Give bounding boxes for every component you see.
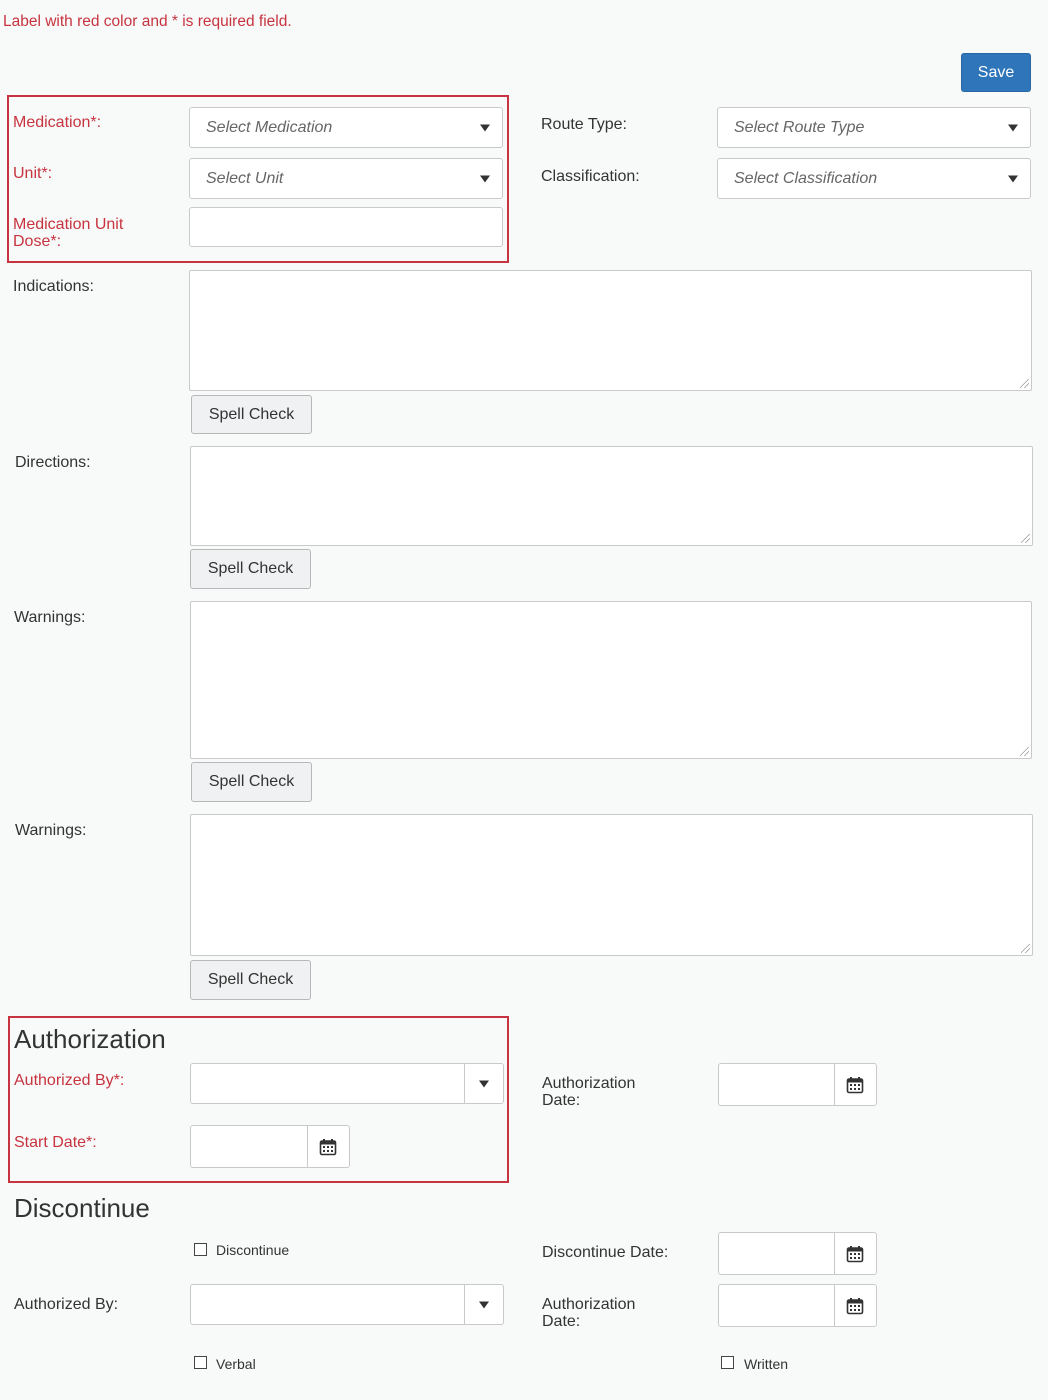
resize-handle-icon[interactable] [1021, 944, 1030, 953]
date-separator [834, 1064, 835, 1105]
discontinue-heading: Discontinue [14, 1193, 150, 1223]
calendar-icon[interactable] [846, 1297, 864, 1315]
save-button[interactable]: Save [961, 53, 1031, 92]
verbal-checkbox[interactable] [194, 1356, 207, 1369]
authorization-heading: Authorization [14, 1024, 166, 1054]
discontinue-authorization-date-line2: Date: [542, 1313, 581, 1330]
authorization-date-line1: Authorization [542, 1075, 636, 1092]
chevron-down-icon [480, 124, 490, 131]
resize-handle-icon[interactable] [1020, 747, 1029, 756]
unit-placeholder: Select Unit [206, 169, 284, 187]
discontinue-checkbox[interactable] [194, 1243, 207, 1256]
dose-label-line1: Medication Unit [13, 216, 124, 233]
date-separator [834, 1233, 835, 1274]
combo-separator [464, 1064, 465, 1103]
spell-check-button[interactable]: Spell Check [191, 395, 312, 434]
discontinue-checkbox-label: Discontinue [216, 1242, 290, 1258]
warnings-label: Warnings: [14, 609, 86, 626]
discontinue-authorized-by-label: Authorized By: [14, 1296, 119, 1313]
verbal-checkbox-label: Verbal [216, 1356, 256, 1372]
classification-select[interactable] [717, 158, 1031, 199]
date-separator [834, 1285, 835, 1326]
resize-handle-icon[interactable] [1021, 534, 1030, 543]
discontinue-date-picker[interactable] [718, 1232, 877, 1275]
start-date-label: Start Date*: [14, 1134, 97, 1151]
calendar-icon[interactable] [319, 1138, 337, 1156]
discontinue-authorization-date-picker[interactable] [718, 1284, 877, 1327]
unit-select[interactable] [189, 158, 503, 199]
spell-check-button[interactable]: Spell Check [190, 960, 311, 1000]
required-note: Label with red color and * is required field. [3, 13, 292, 30]
written-checkbox-label: Written [744, 1356, 789, 1372]
authorization-date-line2: Date: [542, 1092, 581, 1109]
dose-label [13, 216, 123, 250]
medication-placeholder: Select Medication [206, 118, 333, 136]
chevron-down-icon [1008, 175, 1018, 182]
medication-select[interactable] [189, 107, 503, 148]
route-label: Route Type: [541, 116, 627, 133]
date-separator [307, 1126, 308, 1167]
unit-label: Unit*: [13, 165, 53, 182]
resize-handle-icon[interactable] [1020, 379, 1029, 388]
authorization-date-label [542, 1075, 635, 1109]
route-type-select[interactable] [717, 107, 1031, 148]
spell-check-button[interactable]: Spell Check [190, 549, 311, 589]
classification-label: Classification: [541, 168, 640, 185]
dose-label-line2: Dose*: [13, 233, 62, 250]
combo-separator [464, 1285, 465, 1324]
warnings-label: Warnings: [15, 822, 87, 839]
discontinue-authorization-date-line1: Authorization [542, 1296, 636, 1313]
chevron-down-icon[interactable] [479, 1080, 489, 1087]
authorized-by-label: Authorized By*: [14, 1072, 125, 1089]
authorized-by-combobox[interactable] [190, 1063, 504, 1104]
classification-placeholder: Select Classification [734, 169, 878, 187]
chevron-down-icon [1008, 124, 1018, 131]
medication-label: Medication*: [13, 114, 102, 131]
spell-check-button[interactable]: Spell Check [191, 762, 312, 802]
directions-label: Directions: [15, 454, 91, 471]
indications-textarea[interactable] [189, 270, 1032, 391]
discontinue-authorized-by-combobox[interactable] [190, 1284, 504, 1325]
discontinue-authorization-date-label [542, 1296, 635, 1330]
written-checkbox[interactable] [721, 1356, 734, 1369]
directions-textarea[interactable] [190, 446, 1033, 546]
calendar-icon[interactable] [846, 1076, 864, 1094]
indications-label: Indications: [13, 278, 94, 295]
authorization-date-picker[interactable] [718, 1063, 877, 1106]
warnings-textarea[interactable] [190, 601, 1032, 759]
calendar-icon[interactable] [846, 1245, 864, 1263]
dose-input[interactable] [189, 207, 503, 247]
chevron-down-icon [480, 175, 490, 182]
start-date-picker[interactable] [190, 1125, 350, 1168]
route-placeholder: Select Route Type [734, 118, 865, 136]
discontinue-date-label: Discontinue Date: [542, 1244, 669, 1261]
chevron-down-icon[interactable] [479, 1301, 489, 1308]
warnings-textarea[interactable] [190, 814, 1033, 956]
